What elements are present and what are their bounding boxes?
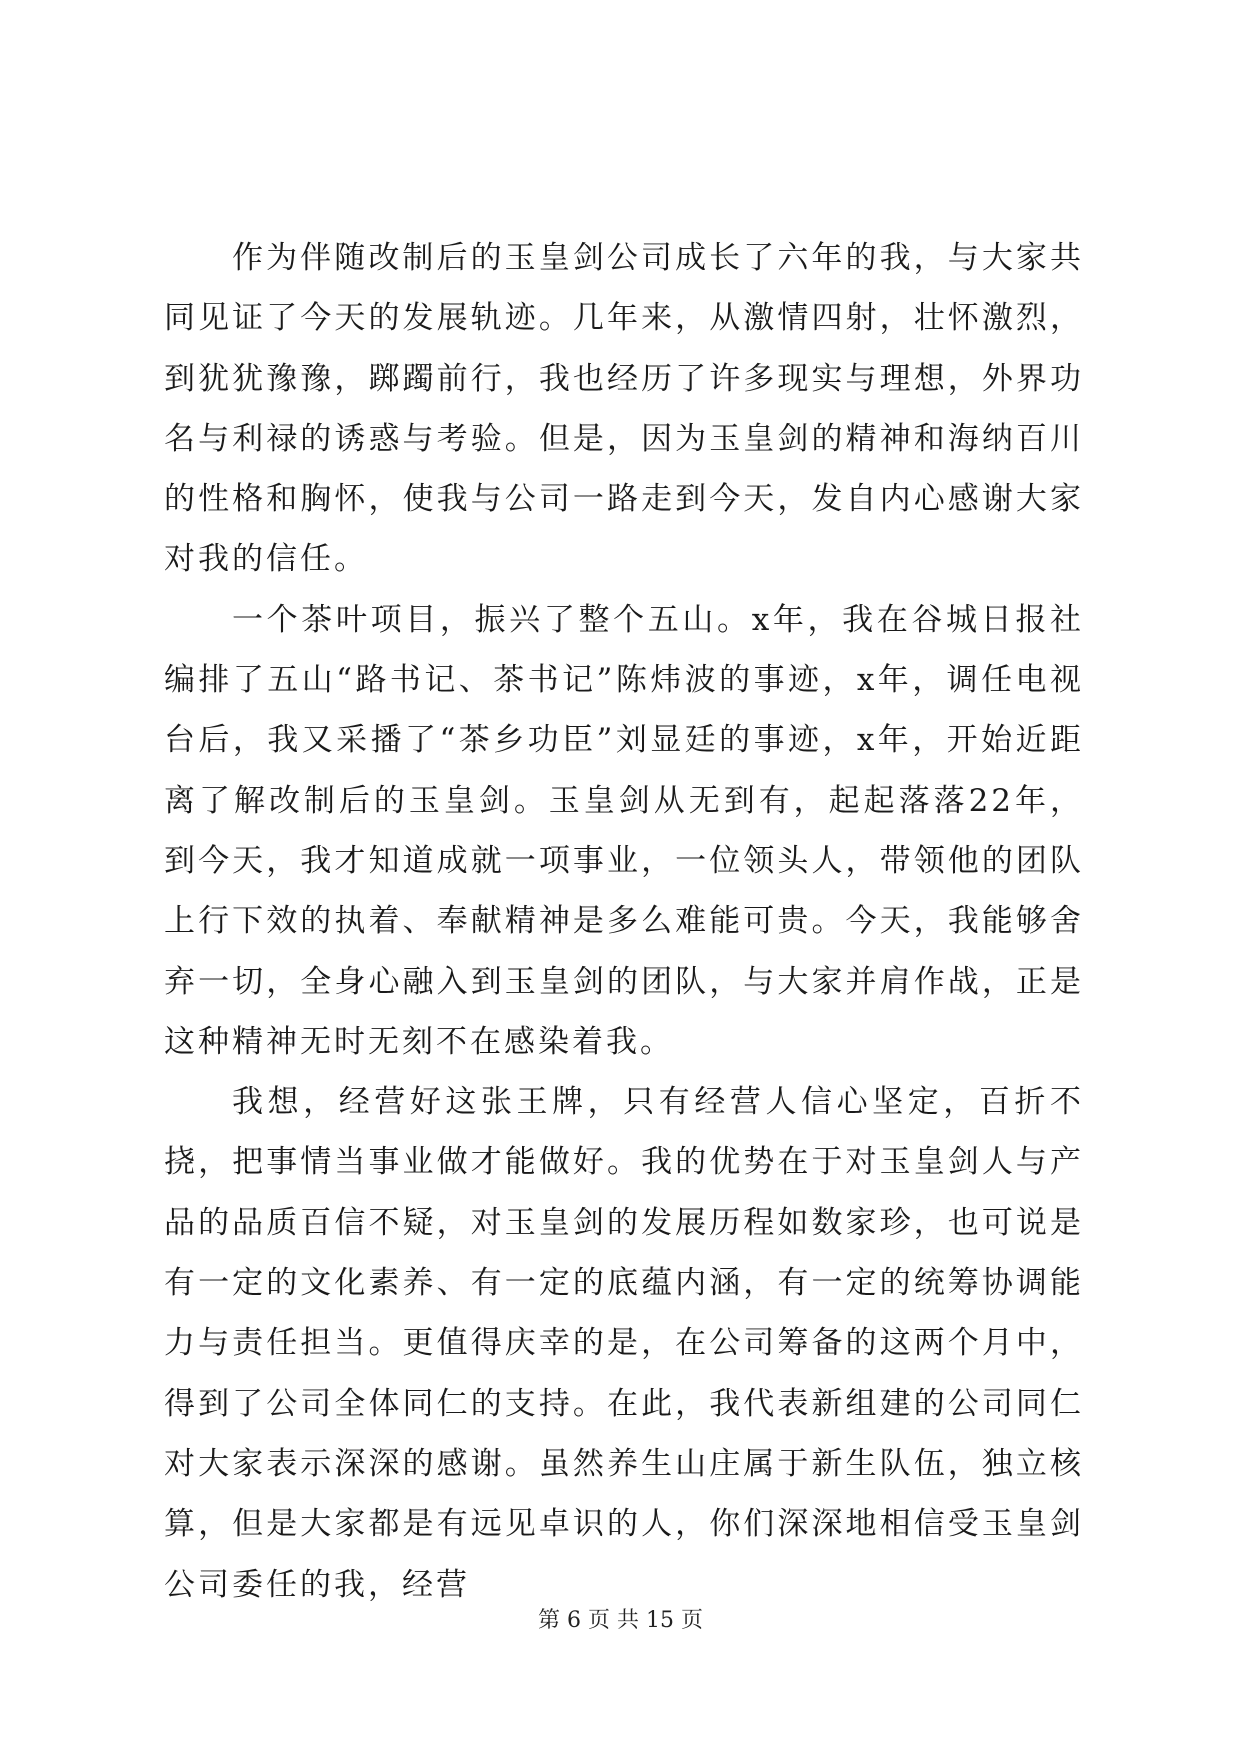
page-footer: 第 6 页 共 15 页 (538, 1608, 703, 1633)
paragraph-3: 我想，经营好这张王牌，只有经营人信心坚定，百折不挠，把事情当事业做才能做好。我的优势在于对玉皇剑人与产品的品质百信不疑，对玉皇剑的发展历程如数家珍，也可说是有一定的文化素养、有一定的底蕴内涵，有一定的统筹协调能力与责任担当。更值得庆幸的是，在公司筹备的这两个月中，得到了公司全体同仁的支持。在此，我代表新组建的公司同仁对大家表示深深的感谢。虽然养生山庄属于新生队伍，独立核算，但是大家都是有远见卓识的人，你们深深地相信受玉皇剑公司委任的我，经营 (164, 1084, 1084, 1603)
paragraph-1: 作为伴随改制后的玉皇剑公司成长了六年的我，与大家共同见证了今天的发展轨迹。几年来，从激情四射，壮怀激烈，到犹犹豫豫，踯躅前行，我也经历了许多现实与理想，外界功名与利禄的诱惑与考验。但是，因为玉皇剑的精神和海纳百川的性格和胸怀，使我与公司一路走到今天，发自内心感谢大家对我的信任。 (164, 240, 1084, 578)
body-text (164, 228, 1084, 1615)
paragraph-2: 一个茶叶项目，振兴了整个五山。x年，我在谷城日报社编排了五山“路书记、茶书记”陈炜波的事迹，x年，调任电视台后，我又采播了“茶乡功臣”刘显廷的事迹，x年，开始近距离了解改制后的玉皇剑。玉皇剑从无到有，起起落落22年，到今天，我才知道成就一项事业，一位领头人，带领他的团队上行下效的执着、奉献精神是多么难能可贵。今天，我能够舍弃一切，全身心融入到玉皇剑的团队，与大家并肩作战，正是这种精神无时无刻不在感染着我。 (164, 601, 1084, 1060)
